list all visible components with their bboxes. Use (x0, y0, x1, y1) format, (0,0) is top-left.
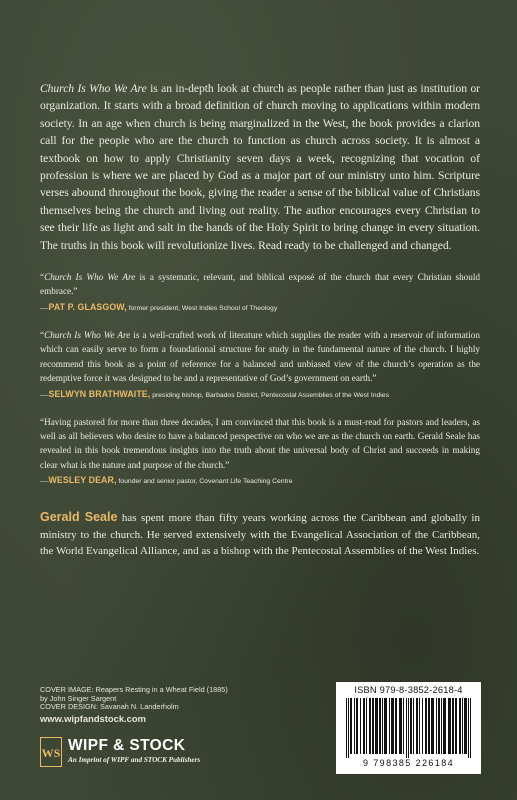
barcode-bar (366, 698, 367, 754)
barcode-bar (384, 698, 387, 754)
description-text: is an in-depth look at church as people rather than just as institution or organization. It starts with a broad definition of church moving to applications within modern society. In an age when church is being marginalized in the West, the book provides a clarion call for the people who are the church to function as church across society. It is almost a textbook on how to apply Christianity seven days a week, recognizing that vocation of profession is where we are placed by God as a major part of our ministry unto him. Scripture verses abound throughout the book, giving the reader a sense of the biblical value of Christians themselves being the church and living out reality. The author encourages every Christian to see their life as light and salt in the hands of the Holy Spirit to bring change in every situation. The truths in this book will revolutionize lives. Read ready to be challenged and changed. (40, 82, 480, 252)
isbn-label: ISBN 979-8-3852-2618-4 (354, 685, 463, 695)
book-description (40, 80, 480, 254)
author-bio (40, 509, 480, 560)
endorsement-text: “Having pastored for more than three decades, I am convinced that this book is a must-read for pastors and leaders, as well as all believers who desire to have a balanced perspective on who we are as the church on earth. Gerald Seale has revealed in this book tremendous insights into the truth about the universal body of Christ and succeeds in making clear what is the nature and purpose of the church.” (40, 416, 480, 470)
endorsement-attribution: —PAT P. GLASGOW, former president, West Indies School of Theology (40, 301, 278, 312)
barcode-icon (344, 698, 473, 760)
endorser-role: former president, West Indies School of Theology (126, 304, 278, 312)
barcode-bar (448, 698, 451, 754)
barcode-bar (391, 698, 394, 754)
barcode-guard-bar (406, 698, 407, 760)
book-title-italic: Church Is Who We Are (40, 82, 147, 95)
barcode-bar (382, 698, 383, 754)
barcode-bar (350, 698, 352, 754)
barcode-bar (462, 698, 463, 754)
endorsement (40, 328, 480, 401)
barcode-bar (428, 698, 430, 754)
endorsement (40, 270, 480, 314)
cover-image-artist: by John Singer Sargent (40, 693, 117, 703)
endorser-name: SELWYN BRATHWAITE, (48, 388, 151, 399)
endorsement-text: “Church Is Who We Are is a well-crafted work of literature which supplies the reader with a reservoir of information which can easily serve to form a foundational structure for study in the fundamental nature of the church. I highly recommend this book as a point of reference for a balanced and unbiased view of the church’s operation as the redemptive force it was designed to be and a representative of God’s government on earth.” (40, 329, 480, 384)
endorsement-attribution: —SELWYN BRATHWAITE, presiding bishop, Barbados District, Pentecostal Assemblies of the West Indies (40, 388, 389, 399)
cover-credits (40, 686, 290, 723)
publisher-logo (40, 737, 250, 769)
barcode-bar (379, 698, 381, 754)
barcode-guard-bar (470, 698, 471, 760)
barcode-guard-bar (346, 698, 347, 760)
endorsement-book-title: Church Is Who We Are (44, 329, 131, 340)
barcode-bar (375, 698, 378, 754)
author-name: Gerald Seale (40, 510, 118, 525)
endorser-role: founder and senior pastor, Covenant Life Teaching Centre (116, 478, 293, 486)
barcode-bar (360, 698, 361, 754)
barcode-digits: 9 798385 226184 (336, 758, 481, 768)
barcode-bar (455, 698, 457, 754)
barcode-bar (354, 698, 355, 754)
ws-logo-icon: WS (40, 737, 62, 767)
barcode-bar (389, 698, 390, 754)
barcode-bar (413, 698, 414, 754)
barcode-bar (395, 698, 397, 754)
cover-design-credit: COVER DESIGN: Savanah N. Landerholm (40, 702, 179, 712)
endorsement-book-title: Church Is Who We Are (44, 272, 136, 283)
publisher-name: WIPF & STOCK (68, 737, 186, 754)
barcode-bar (459, 698, 461, 754)
endorser-role: presiding bishop, Barbados District, Pentecostal Assemblies of the West Indies (150, 391, 389, 399)
barcode-bar (419, 698, 420, 754)
barcode-bar (464, 698, 467, 754)
endorser-name: WESLEY DEAR, (48, 475, 117, 486)
barcode-bar (438, 698, 440, 754)
barcode-bar (363, 698, 365, 754)
barcode-bar (425, 698, 427, 754)
endorsement (40, 415, 480, 488)
endorsement-attribution: —WESLEY DEAR, founder and senior pastor, Covenant Life Teaching Centre (40, 475, 293, 486)
barcode-bar (403, 698, 404, 754)
barcode-bar (356, 698, 358, 754)
barcode-guard-bar (348, 698, 349, 760)
barcode-bar (399, 698, 402, 754)
barcode-guard-bar (468, 698, 469, 760)
barcode-bar (452, 698, 454, 754)
publisher-website: www.wipfandstock.com (40, 712, 146, 724)
barcode-bar (436, 698, 437, 754)
cover-image-credit: COVER IMAGE: Reapers Resting in a Wheat Field (1885) (40, 685, 228, 694)
barcode-bar (422, 698, 423, 754)
barcode-guard-bar (408, 698, 409, 760)
barcode-bar (443, 698, 446, 754)
barcode-bar (416, 698, 418, 754)
endorsement-text: “Church Is Who We Are is a systematic, relevant, and biblical exposé of the church that every Christian should embrace.” (40, 272, 480, 297)
barcode-bar (369, 698, 371, 754)
barcode-bar (410, 698, 412, 754)
author-bio-text: has spent more than fifty years working across the Caribbean and globally in ministry to the church. He served extensively with the Evangelical Association of the Caribbean, the World Evangelical Alliance, and as a bishop with the Pentecostal Assemblies of the West Indies. (40, 512, 480, 558)
barcode-bar (431, 698, 434, 754)
barcode-bar (372, 698, 374, 754)
publisher-tagline: An Imprint of WIPF and STOCK Publishers (68, 756, 201, 764)
endorser-name: PAT P. GLASGOW, (48, 301, 127, 312)
isbn-barcode (336, 682, 481, 774)
barcode-bar (441, 698, 442, 754)
back-cover-text (40, 80, 480, 560)
